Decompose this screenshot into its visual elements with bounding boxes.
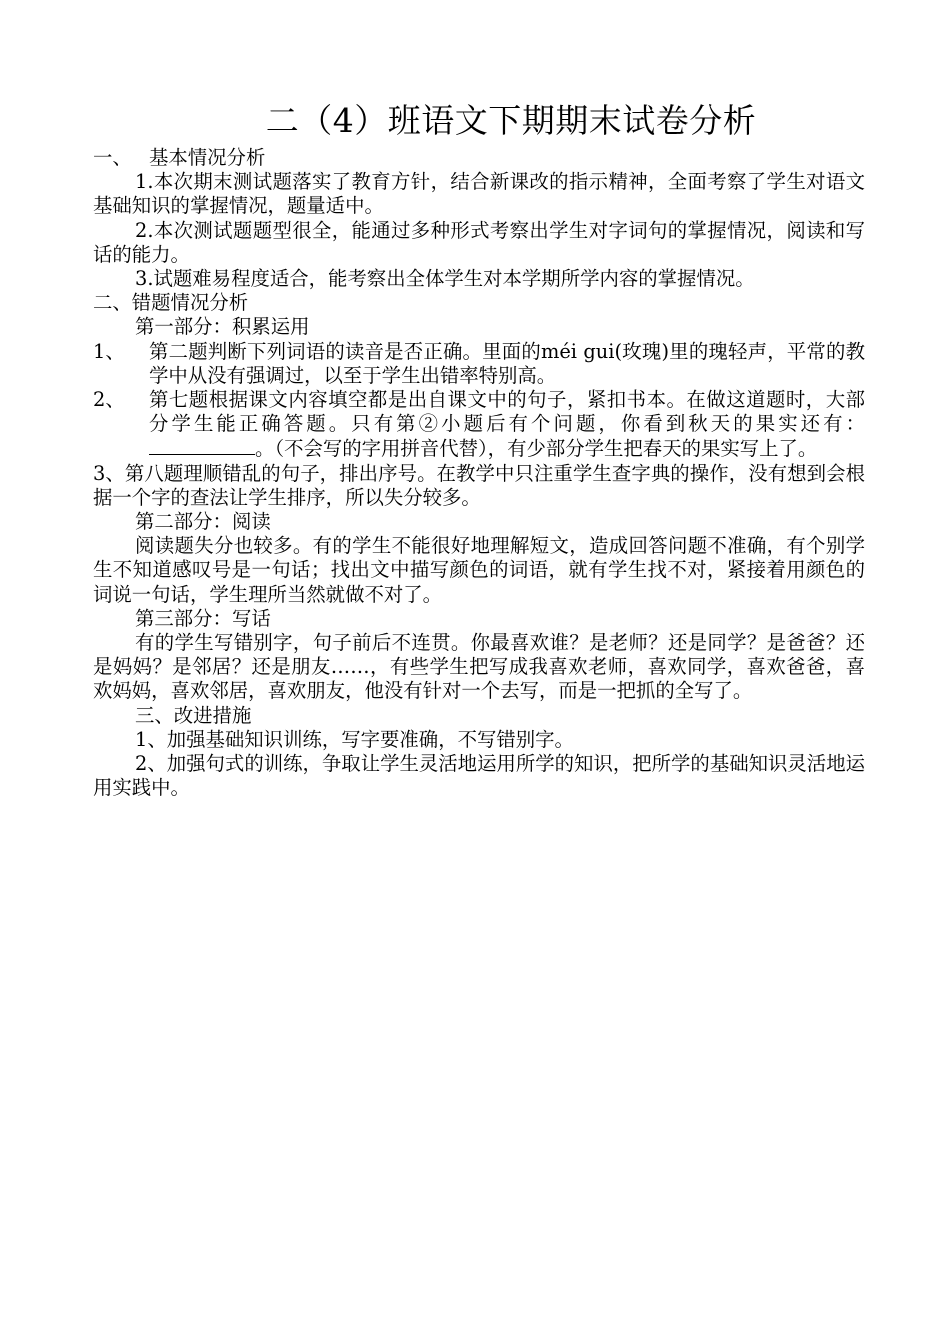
part1-item-1 bbox=[93, 340, 865, 388]
section1-heading-text: 基本情况分析 bbox=[149, 146, 266, 169]
part2-heading: 第二部分：阅读 bbox=[135, 510, 271, 534]
document-body bbox=[93, 146, 865, 800]
part3-paragraph: 有的学生写错别字，句子前后不连贯。你最喜欢谁？是老师？还是同学？是爸爸？还是妈妈？是邻居？还是朋友……，有些学生把写成我喜欢老师，喜欢同学，喜欢爸爸，喜欢妈妈，喜欢邻居，喜欢朋友，他没有针对一个去写，而是一把抓的全写了。 bbox=[93, 631, 865, 703]
part1-item-2-text-a: 第七题根据课文内容填空都是出自课文中的句子，紧扣书本。在做这道题时，大部分学生能正确答题。只有第②小题后有个问题，你看到秋天的果实还有： bbox=[149, 388, 865, 436]
document-title: 二（4）班语文下期期末试卷分析 bbox=[265, 101, 757, 140]
part2-paragraph: 阅读题失分也较多。有的学生不能很好地理解短文，造成回答问题不准确，有个别学生不知道感叹号是一句话；找出文中描写颜色的词语，就有学生找不对，紧接着用颜色的词说一句话，学生理所当然就做不对了。 bbox=[93, 534, 865, 606]
part1-heading: 第一部分：积累运用 bbox=[135, 315, 310, 339]
fill-in-blank bbox=[149, 436, 255, 455]
part1-item-3: 3、第八题理顺错乱的句子，排出序号。在教学中只注重学生查字典的操作，没有想到会根据一个字的查法让学生排序，所以失分较多。 bbox=[93, 461, 865, 509]
section1-paragraph-3: 3.试题难易程度适合，能考察出全体学生对本学期所学内容的掌握情况。 bbox=[135, 267, 755, 291]
part1-item-2 bbox=[93, 388, 865, 462]
section1-number: 一、 bbox=[93, 146, 132, 169]
part1-item-1-text: 第二题判断下列词语的读音是否正确。里面的méi gui(玫瑰)里的瑰轻声，平常的教学中从没有强调过，以至于学生出错率特别高。 bbox=[149, 339, 865, 387]
section1-heading bbox=[93, 146, 865, 170]
section1-paragraph-1: 1.本次期末测试题落实了教育方针，结合新课改的指示精神，全面考察了学生对语文基础知识的掌握情况，题量适中。 bbox=[93, 170, 865, 218]
part1-item-2-text bbox=[149, 388, 865, 462]
part1-item-2-number: 2、 bbox=[93, 388, 125, 412]
section3-paragraph-2: 2、加强句式的训练，争取让学生灵活地运用所学的知识，把所学的基础知识灵活地运用实践中。 bbox=[93, 752, 865, 800]
part1-item-2-text-b: 。（不会写的字用拼音代替），有少部分学生把春天的果实写上了。 bbox=[255, 437, 818, 461]
section1-paragraph-2: 2.本次测试题题型很全，能通过多种形式考察出学生对字词句的掌握情况，阅读和写话的能力。 bbox=[93, 218, 865, 266]
section3-paragraph-1: 1、加强基础知识训练，写字要准确，不写错别字。 bbox=[135, 727, 574, 751]
section2-heading: 二、错题情况分析 bbox=[93, 291, 249, 315]
part3-heading: 第三部分：写话 bbox=[135, 606, 271, 630]
section3-heading: 三、改进措施 bbox=[135, 703, 252, 727]
part1-item-1-number: 1、 bbox=[93, 339, 125, 363]
